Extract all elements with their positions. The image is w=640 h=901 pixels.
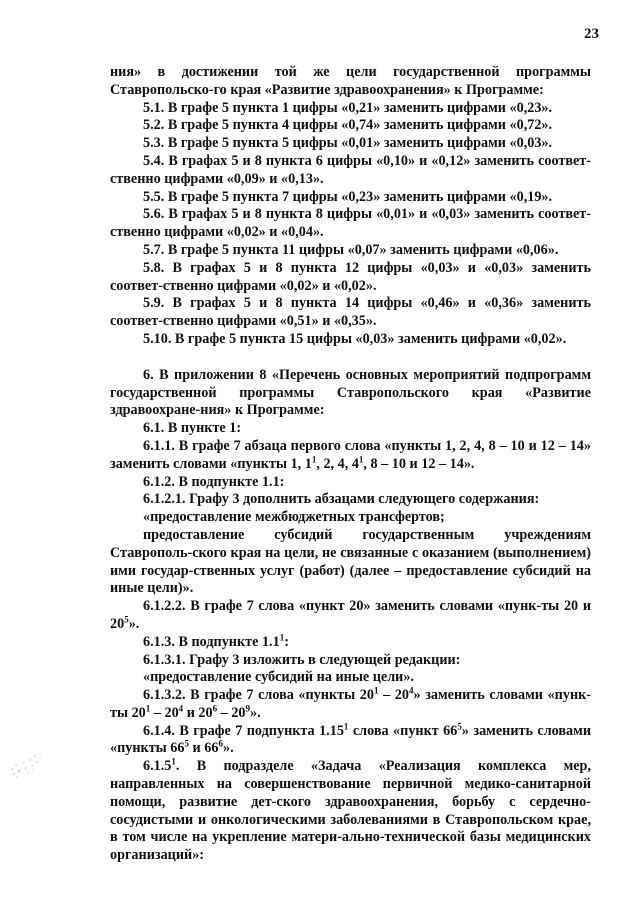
paragraph: 5.9. В графах 5 и 8 пункта 14 цифры «0,46» и «0,36» заменить соответ-ственно цифрами «0,51» и «0,35». (110, 295, 591, 330)
paragraph: ния» в достижении той же цели государственной программы Ставропольско-го края «Развитие здравоохранения» к Программе: (110, 64, 591, 98)
paragraph: предоставление субсидий государственным учреждениям Ставрополь-ского края на цели, не связанные с оказанием (выполнением) ими государ-ственных услуг (работ) (далее – предоставление субсидий на иные цели)». (110, 526, 591, 597)
paragraph: 5.8. В графах 5 и 8 пункта 12 цифры «0,03» и «0,03» заменить соответ-ственно цифрами «0,02» и «0,02». (110, 259, 591, 294)
paragraph: 6.1. В пункте 1: (143, 420, 242, 437)
paragraph: 6.1.2.2. В графе 7 слова «пункт 20» заменить словами «пунк-ты 20 и $20^5$». (110, 598, 591, 632)
paragraph: 5.1. В графе 5 пункта 1 цифры «0,21» заменить цифрами «0,23». (143, 99, 553, 116)
paragraph: 6.1.3. В подпункте $1.1^1$: (143, 631, 289, 650)
paragraph: 6.1.3.2. В графе 7 слова «пункты $20^1 - 20^4$» заменить словами «пунк-ты $20^1 - 20^4$ и $20^6 - 20^9$». (110, 685, 592, 721)
paragraph: 6.1.2. В подпункте 1.1: (143, 473, 285, 490)
paragraph: 6.1.2.1. Графу 3 дополнить абзацами следующего содержания: (143, 491, 540, 508)
page-number: 23 (584, 26, 599, 42)
paragraph: «предоставление межбюджетных трансфертов; (143, 509, 445, 526)
scan-noise-mark (6, 745, 46, 785)
paragraph: 5.6. В графах 5 и 8 пункта 8 цифры «0,01» и «0,03» заменить соответ-ственно цифрами «0,02» и «0,04». (110, 206, 591, 241)
paragraph: 5.7. В графе 5 пункта 11 цифры «0,07» заменить цифрами «0,06». (143, 241, 559, 258)
paragraph: 5.4. В графах 5 и 8 пункта 6 цифры «0,10» и «0,12» заменить соответ-ственно цифрами «0,09» и «0,13». (110, 152, 591, 187)
paragraph: 6.1.3.1. Графу 3 изложить в следующей редакции: (143, 651, 461, 668)
paragraph: 5.5. В графе 5 пункта 7 цифры «0,23» заменить цифрами «0,19». (143, 188, 553, 205)
paragraph: 5.3. В графе 5 пункта 5 цифры «0,01» заменить цифрами «0,03». (143, 135, 553, 152)
paragraph: «предоставление субсидий на иные цели». (143, 669, 414, 686)
document-body (110, 64, 591, 865)
paragraph: 6.1.4. В графе 7 подпункта 1.15$^1$ слова «пункт $66^5$» заменить словами «пункты $66^5$ и $66^6$». (110, 720, 591, 757)
paragraph: 6.1.5$^1$. В подразделе «Задача «Реализация комплекса мер, направленных на совершенствование первичной медико-санитарной помощи, развитие дет-ского здравоохранения, борьбу с сердечно-сосудистыми и онкологическими заболеваниями в Ставропольском крае, в том числе на укрепление матери-ально-технической базы медицинских организаций»: (110, 756, 591, 864)
paragraph: 5.10. В графе 5 пункта 15 цифры «0,03» заменить цифрами «0,02». (143, 330, 567, 347)
paragraph: 6. В приложении 8 «Перечень основных мероприятий подпрограмм государственной программы Ставропольского края «Развитие здравоохране-ния» к Программе: (110, 366, 591, 419)
paragraph: 6.1.1. В графе 7 абзаца первого слова «пункты 1, 2, 4, 8 – 10 и 12 – 14» заменить словами «пункты 1, $1^1$, 2, 4, $4^1$, 8 – 10 и 12 – 14». (110, 437, 591, 472)
paragraph: 5.2. В графе 5 пункта 4 цифры «0,74» заменить цифрами «0,72». (143, 117, 553, 134)
